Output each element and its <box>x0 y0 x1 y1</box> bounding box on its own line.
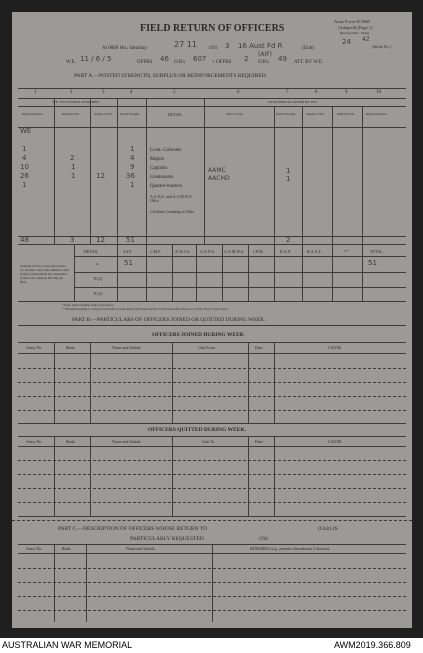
group-heading-left: W.E. EXCLUDING ATTACHED <box>52 100 100 104</box>
form-number: Army Form W.3008 <box>334 19 370 24</box>
unit-label: (Unit) <box>302 46 315 51</box>
quitted-row <box>18 488 406 489</box>
analysis-detail-label: DETAIL <box>84 249 99 254</box>
col-number: 5 <box>173 90 176 95</box>
col-head: Deficient W.E. <box>62 112 80 116</box>
col-number: 3 <box>102 90 105 95</box>
part-c-col-head: Name and Initials. <box>126 546 156 551</box>
footnote: * * Personnel belonging to a category not provided for in the analysis will be shown in this Col. Particulars will be shown, e.g., 2d U.K. Forces; 1d N.Z. Forces. <box>62 308 229 311</box>
analysis-divider <box>146 244 147 301</box>
analysis-head: A.A.N.S. <box>200 249 215 254</box>
joined-col-rule <box>18 353 406 354</box>
col-number: 2 <box>70 90 73 95</box>
part-a-divider <box>274 106 275 244</box>
analysis-divider <box>248 244 249 301</box>
analysis-head: * * <box>344 249 349 254</box>
part-c-col-head: Rank. <box>62 546 72 551</box>
part-c-perforation <box>12 520 412 521</box>
joined-divider <box>274 342 275 423</box>
rank-label: Lieutenants <box>150 175 174 180</box>
total-col7: 2 <box>286 236 291 244</box>
footnote: * Insert detail of higher ranks as necessary. <box>62 303 114 307</box>
col-number: 1 <box>34 90 37 95</box>
form-number-revised: (Revised Dec. 1942) <box>340 31 369 35</box>
col-head: Reinfs. Required. <box>366 112 388 116</box>
analysis-head: R.A.N. <box>280 249 292 254</box>
joined-col-head: Army No. <box>26 345 43 350</box>
offrs-label: OFFRS <box>137 60 153 65</box>
total-col2: 3 <box>70 236 75 244</box>
quitted-col-head: Unit To. <box>202 439 216 444</box>
hw-col2: 1 <box>71 172 76 180</box>
col-number: 10 <box>376 90 381 95</box>
quitted-divider <box>248 436 249 516</box>
col-numbers-rule <box>18 98 406 99</box>
col-number: 4 <box>130 90 133 95</box>
quitted-row <box>18 502 406 503</box>
ors-label: O.R's <box>174 60 186 65</box>
plus-offrs-handwritten: 2 <box>244 55 249 63</box>
hw-col7: 1 <box>286 175 291 183</box>
col-head: DETAIL. <box>168 112 184 117</box>
hw-col4: 1 <box>130 181 135 189</box>
joined-row <box>18 382 406 383</box>
col-number: 9 <box>345 90 348 95</box>
col-number: 8 <box>315 90 318 95</box>
analysis-row-rule <box>74 272 406 273</box>
analysis-row-label: a. <box>96 261 99 266</box>
quitted-bottom-rule <box>18 516 406 517</box>
rank-label: A.A.N.S. and A.A.M.W.S. Offrs. <box>150 194 193 203</box>
date-handwritten: 27 11 <box>174 40 197 49</box>
analysis-divider <box>222 244 223 301</box>
part-c-requested: PARTICULARLY REQUESTED. <box>130 536 206 542</box>
analysis-divider <box>117 244 118 301</box>
rank-label: Quarter-masters <box>150 184 183 189</box>
hw-col4: 4 <box>130 154 135 162</box>
quitted-col-rule <box>18 446 406 447</box>
hw-col4: 36 <box>126 172 135 180</box>
serial-handwritten: 24 <box>342 38 351 46</box>
analysis-head: CIVIL. <box>253 249 265 254</box>
quitted-heading: OFFICERS QUITTED DURING WEEK. <box>148 427 246 433</box>
form-number-adapted: (Adapted) (Page 1) <box>338 25 373 30</box>
part-a-divider <box>362 106 363 244</box>
col-number: 6 <box>237 90 240 95</box>
part-a-divider <box>146 98 147 244</box>
analysis-note: Analysis of Part A to be shown here for all units. Only units entitled to Part B (ii) of instructional list completion of data will complete Part B(1) & B(2). <box>20 264 70 284</box>
part-a-heading: PART A.—POSTED STRENGTH, SURPLUS OR REINFORCEMENTS REQUIRED. <box>74 73 267 79</box>
hw-col2: 2 <box>70 154 75 162</box>
quitted-head-rule <box>18 436 406 437</box>
hw-col1: 1 <box>22 181 27 189</box>
col-head: Posted Strength. <box>120 112 140 116</box>
col-head: Deficient W.E. <box>337 112 355 116</box>
ors-handwritten: 607 <box>193 55 207 63</box>
total-col1: 48 <box>20 236 29 244</box>
analysis-total-hw: 51 <box>368 259 377 267</box>
joined-divider <box>90 342 91 423</box>
analysis-head: A.I.F. <box>123 249 133 254</box>
footer-credit: AUSTRALIAN WAR MEMORIAL <box>2 640 133 650</box>
analysis-head: TOTAL. <box>370 249 384 254</box>
plus-ors-label: O.R's <box>258 60 270 65</box>
hw-col1: 4 <box>22 154 27 162</box>
col-head: Reinfs. Required. <box>22 112 44 116</box>
joined-divider <box>248 342 249 423</box>
analysis-divider <box>302 244 303 301</box>
joined-row <box>18 368 406 369</box>
plus-offrs-label: + OFFRS <box>212 60 232 65</box>
quitted-col-head: Date. <box>255 439 264 444</box>
hw-corps: AAMC <box>208 167 226 174</box>
col-head: Surplus to W.E. <box>306 112 325 116</box>
hw-corps: AACHD <box>208 175 230 182</box>
hw-col7: 1 <box>286 167 291 175</box>
quitted-row <box>18 460 406 461</box>
rank-label: Majors <box>150 157 165 162</box>
aif-handwritten: (AIF) <box>258 51 273 58</box>
part-a-divider <box>302 106 303 244</box>
joined-head-rule <box>18 342 406 343</box>
quitted-col-head: CAUSE. <box>328 439 343 444</box>
quitted-divider <box>90 436 91 516</box>
part-c-heading: PART C.—DESCRIPTION OF OFFICERS WHOSE RETURN TO <box>58 526 207 532</box>
analysis-row-label: B (2) <box>94 291 103 296</box>
group-heading-right: ATTACHED ALLOWED BY W.E. <box>268 100 318 104</box>
part-b-heading: PART B.—PARTICULARS OF OFFICERS JOINED OR QUITTED DURING WEEK. <box>72 317 266 323</box>
hw-col1: 1 <box>22 145 27 153</box>
part-c-year: /194 <box>258 536 268 542</box>
analysis-divider <box>274 244 275 301</box>
analysis-row-label: B (1) <box>94 276 103 281</box>
analysis-head: R.A.A.F. <box>307 249 322 254</box>
body-bottom-rule <box>18 236 406 237</box>
totals-bottom-rule <box>18 244 406 245</box>
form-title: FIELD RETURN OF OFFICERS <box>140 23 285 34</box>
part-c-divider <box>86 544 87 622</box>
part-a-top-rule <box>18 88 406 89</box>
analysis-head: A.W.A.S. <box>175 249 191 254</box>
we-handwritten: 11 / 6 / 5 <box>80 55 112 63</box>
hw-col3: 12 <box>96 172 105 180</box>
col-head-rule <box>18 127 406 128</box>
year-handwritten: 3 <box>225 42 230 50</box>
serial-label: (Serial No.) <box>372 44 391 49</box>
joined-col-head: Date. <box>255 345 264 350</box>
form-sheet <box>12 12 412 628</box>
hw-col1: WE <box>20 127 32 135</box>
analysis-divider <box>332 244 333 301</box>
joined-bottom-rule <box>18 423 406 424</box>
att-we-label: ATT. BY W.E. <box>294 60 324 65</box>
at-hours-label: At 0600 Hrs. Saturday <box>102 46 147 51</box>
group-head-rule <box>18 106 406 107</box>
part-c-unit: (Unit) IS <box>318 526 338 532</box>
analysis-aif-hw: 51 <box>124 259 133 267</box>
joined-heading: OFFICERS JOINED DURING WEEK <box>152 332 245 338</box>
we-label: W.E. <box>66 60 76 65</box>
part-c-col-head: REMARKS (e.g., present whereabouts if known). <box>250 546 330 551</box>
hw-col4: 9 <box>130 163 135 171</box>
total-col3: 12 <box>96 236 105 244</box>
quitted-col-head: Army No. <box>26 439 43 444</box>
joined-row <box>18 396 406 397</box>
part-a-divider <box>117 98 118 244</box>
joined-divider <box>172 342 173 423</box>
total-col4: 51 <box>126 236 135 244</box>
quitted-divider <box>172 436 173 516</box>
joined-divider <box>54 342 55 423</box>
col-head: Arm or Corps. <box>226 112 244 116</box>
analysis-divider <box>74 244 75 301</box>
joined-col-head: CAUSE. <box>328 345 343 350</box>
col-number: 7 <box>286 90 289 95</box>
col-head: Surplus to W.E. <box>94 112 113 116</box>
rank-label: Civilians Counting as Offrs. <box>150 209 196 214</box>
part-c-divider <box>54 544 55 622</box>
rank-label: Lieut.-Colonels <box>150 148 182 153</box>
part-c-col-head: Army No. <box>26 546 43 551</box>
part-a-divider <box>90 98 91 244</box>
hw-col1: 26 <box>20 172 29 180</box>
hw-col4: 1 <box>130 145 135 153</box>
serial-handwritten-2: 42 <box>362 36 370 43</box>
analysis-head: A.A.M.W.S. <box>224 249 244 254</box>
analysis-divider <box>196 244 197 301</box>
analysis-bottom-rule <box>18 301 406 302</box>
plus-ors-handwritten: 49 <box>278 55 287 63</box>
unit-handwritten: 16 Aust Fd R <box>238 42 283 50</box>
hw-col2: 1 <box>71 163 76 171</box>
offrs-handwritten: 46 <box>160 55 169 63</box>
part-a-divider <box>204 98 205 244</box>
analysis-divider <box>362 244 363 301</box>
part-b-top-rule <box>18 325 406 326</box>
quitted-col-head: Rank. <box>66 439 76 444</box>
part-c-divider <box>212 544 213 622</box>
part-a-divider <box>332 106 333 244</box>
rank-label: Captains <box>150 166 168 171</box>
hw-col1: 10 <box>20 163 29 171</box>
analysis-divider <box>172 244 173 301</box>
col-head: Posted Strength. <box>276 112 296 116</box>
year-label: /194 <box>208 46 217 51</box>
footer-bar <box>0 638 423 653</box>
part-a-divider <box>54 98 55 244</box>
joined-row <box>18 410 406 411</box>
joined-col-head: Unit From. <box>198 345 216 350</box>
quitted-divider <box>54 436 55 516</box>
analysis-head-rule <box>74 256 406 257</box>
joined-col-head: Name and Initials. <box>112 345 142 350</box>
joined-col-head: Rank. <box>66 345 76 350</box>
analysis-row-rule <box>74 287 406 288</box>
footer-accession: AWM2019.366.809 <box>334 640 411 650</box>
quitted-divider <box>274 436 275 516</box>
quitted-row <box>18 474 406 475</box>
quitted-col-head: Name and Initials. <box>112 439 142 444</box>
analysis-head: C.M.F. <box>150 249 162 254</box>
